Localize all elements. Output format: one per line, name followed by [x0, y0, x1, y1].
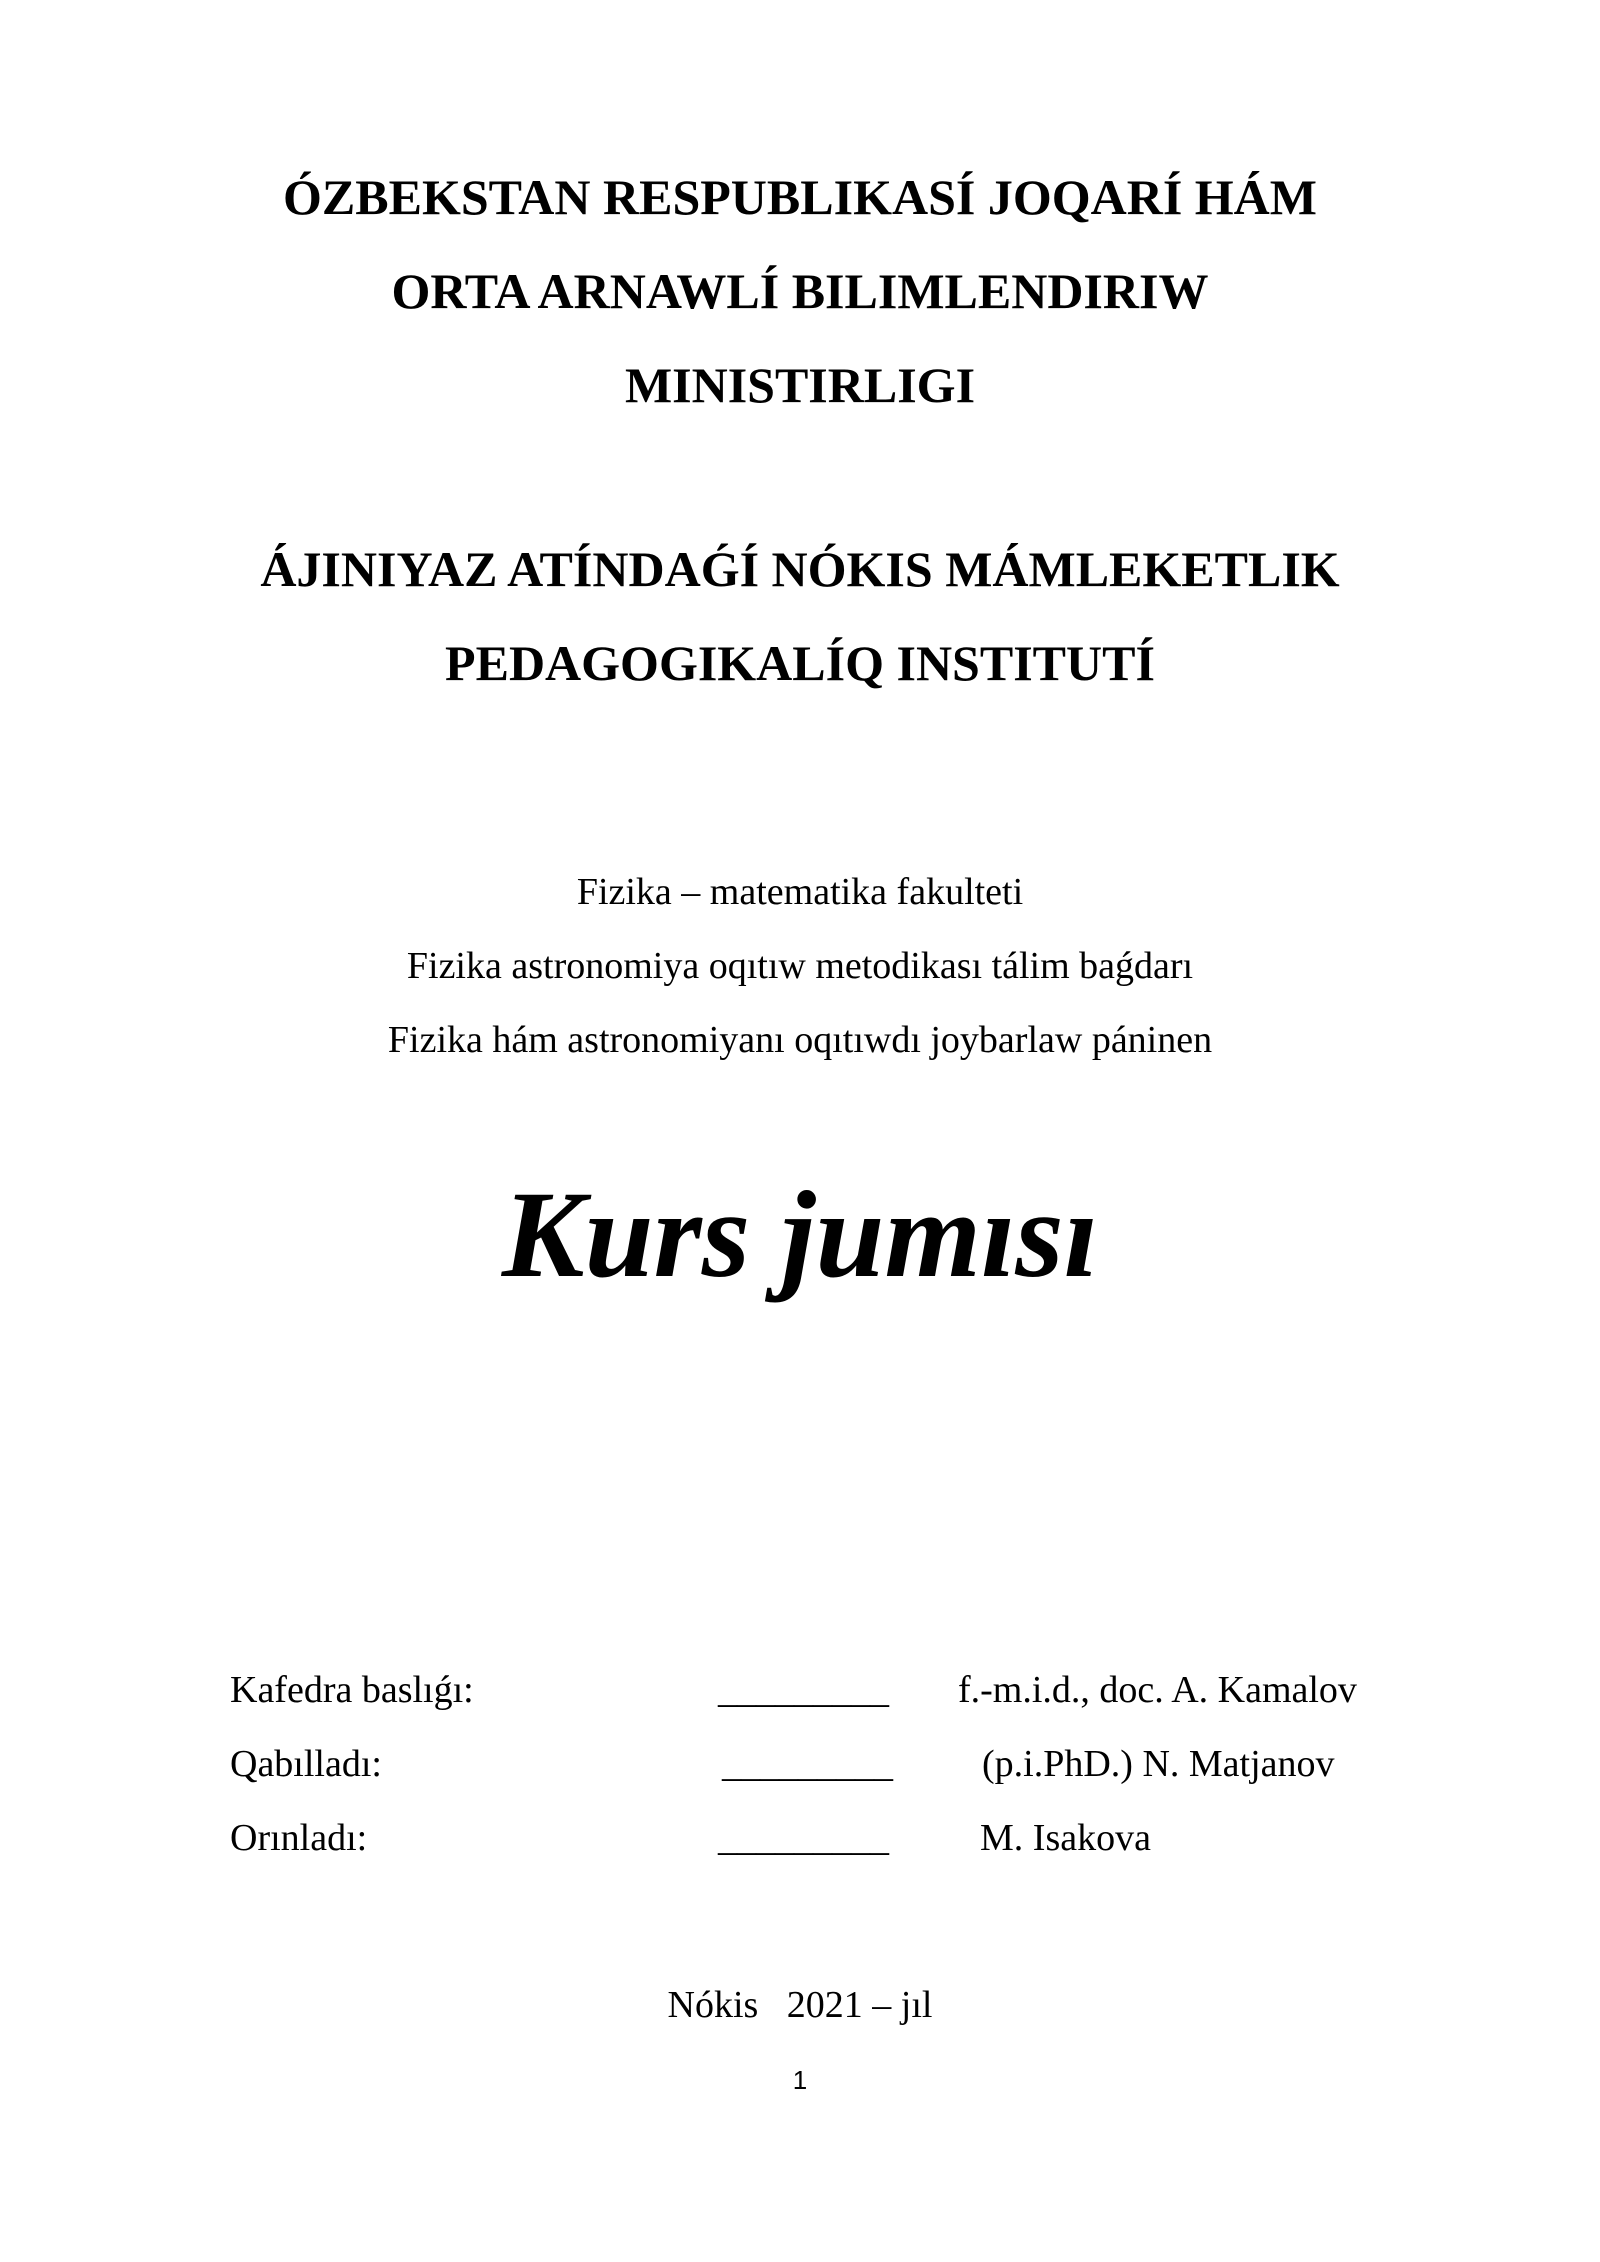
signature-role: Qabılladı: — [230, 1743, 382, 1785]
signature-person: f.-m.i.d., doc. A. Kamalov — [958, 1669, 1357, 1711]
direction-line: Fizika astronomiya oqıtıw metodikası tálim baǵdarı — [406, 945, 1194, 987]
page-number: 1 — [792, 2065, 808, 2095]
place-and-year: Nókis 2021 – jıl — [667, 1984, 933, 2026]
signature-role: Orınladı: — [230, 1817, 368, 1859]
signature-row-head — [230, 1668, 1480, 1742]
signature-row-performed — [230, 1816, 1480, 1890]
institute-line-2: PEDAGOGIKALÍQ INSTITUTÍ — [445, 635, 1155, 691]
ministry-line-3: MINISTIRLIGI — [624, 357, 976, 413]
document-title: Kurs jumısı — [501, 1166, 1099, 1303]
ministry-heading — [0, 150, 1600, 432]
signature-person: M. Isakova — [980, 1817, 1151, 1859]
signature-line: _________ — [722, 1743, 893, 1785]
faculty-line: Fizika – matematika fakulteti — [576, 871, 1024, 913]
signature-line: _________ — [718, 1817, 889, 1859]
signature-row-accepted — [230, 1742, 1480, 1816]
institute-line-1: ÁJINIYAZ ATÍNDAǴÍ NÓKIS MÁMLEKETLIK — [260, 541, 1340, 597]
signature-line: _________ — [718, 1669, 889, 1711]
subject-line: Fizika hám astronomiyanı oqıtıwdı joybarlaw páninen — [387, 1019, 1213, 1061]
signature-role: Kafedra baslıǵı: — [230, 1669, 474, 1711]
ministry-line-2: ORTA ARNAWLÍ BILIMLENDIRIW — [391, 263, 1209, 319]
signature-block — [230, 1668, 1480, 1890]
ministry-line-1: ÓZBEKSTAN RESPUBLIKASÍ JOQARÍ HÁM — [283, 169, 1317, 225]
institute-heading — [0, 522, 1600, 710]
faculty-info — [0, 855, 1600, 1077]
signature-person: (p.i.PhD.) N. Matjanov — [982, 1743, 1335, 1785]
